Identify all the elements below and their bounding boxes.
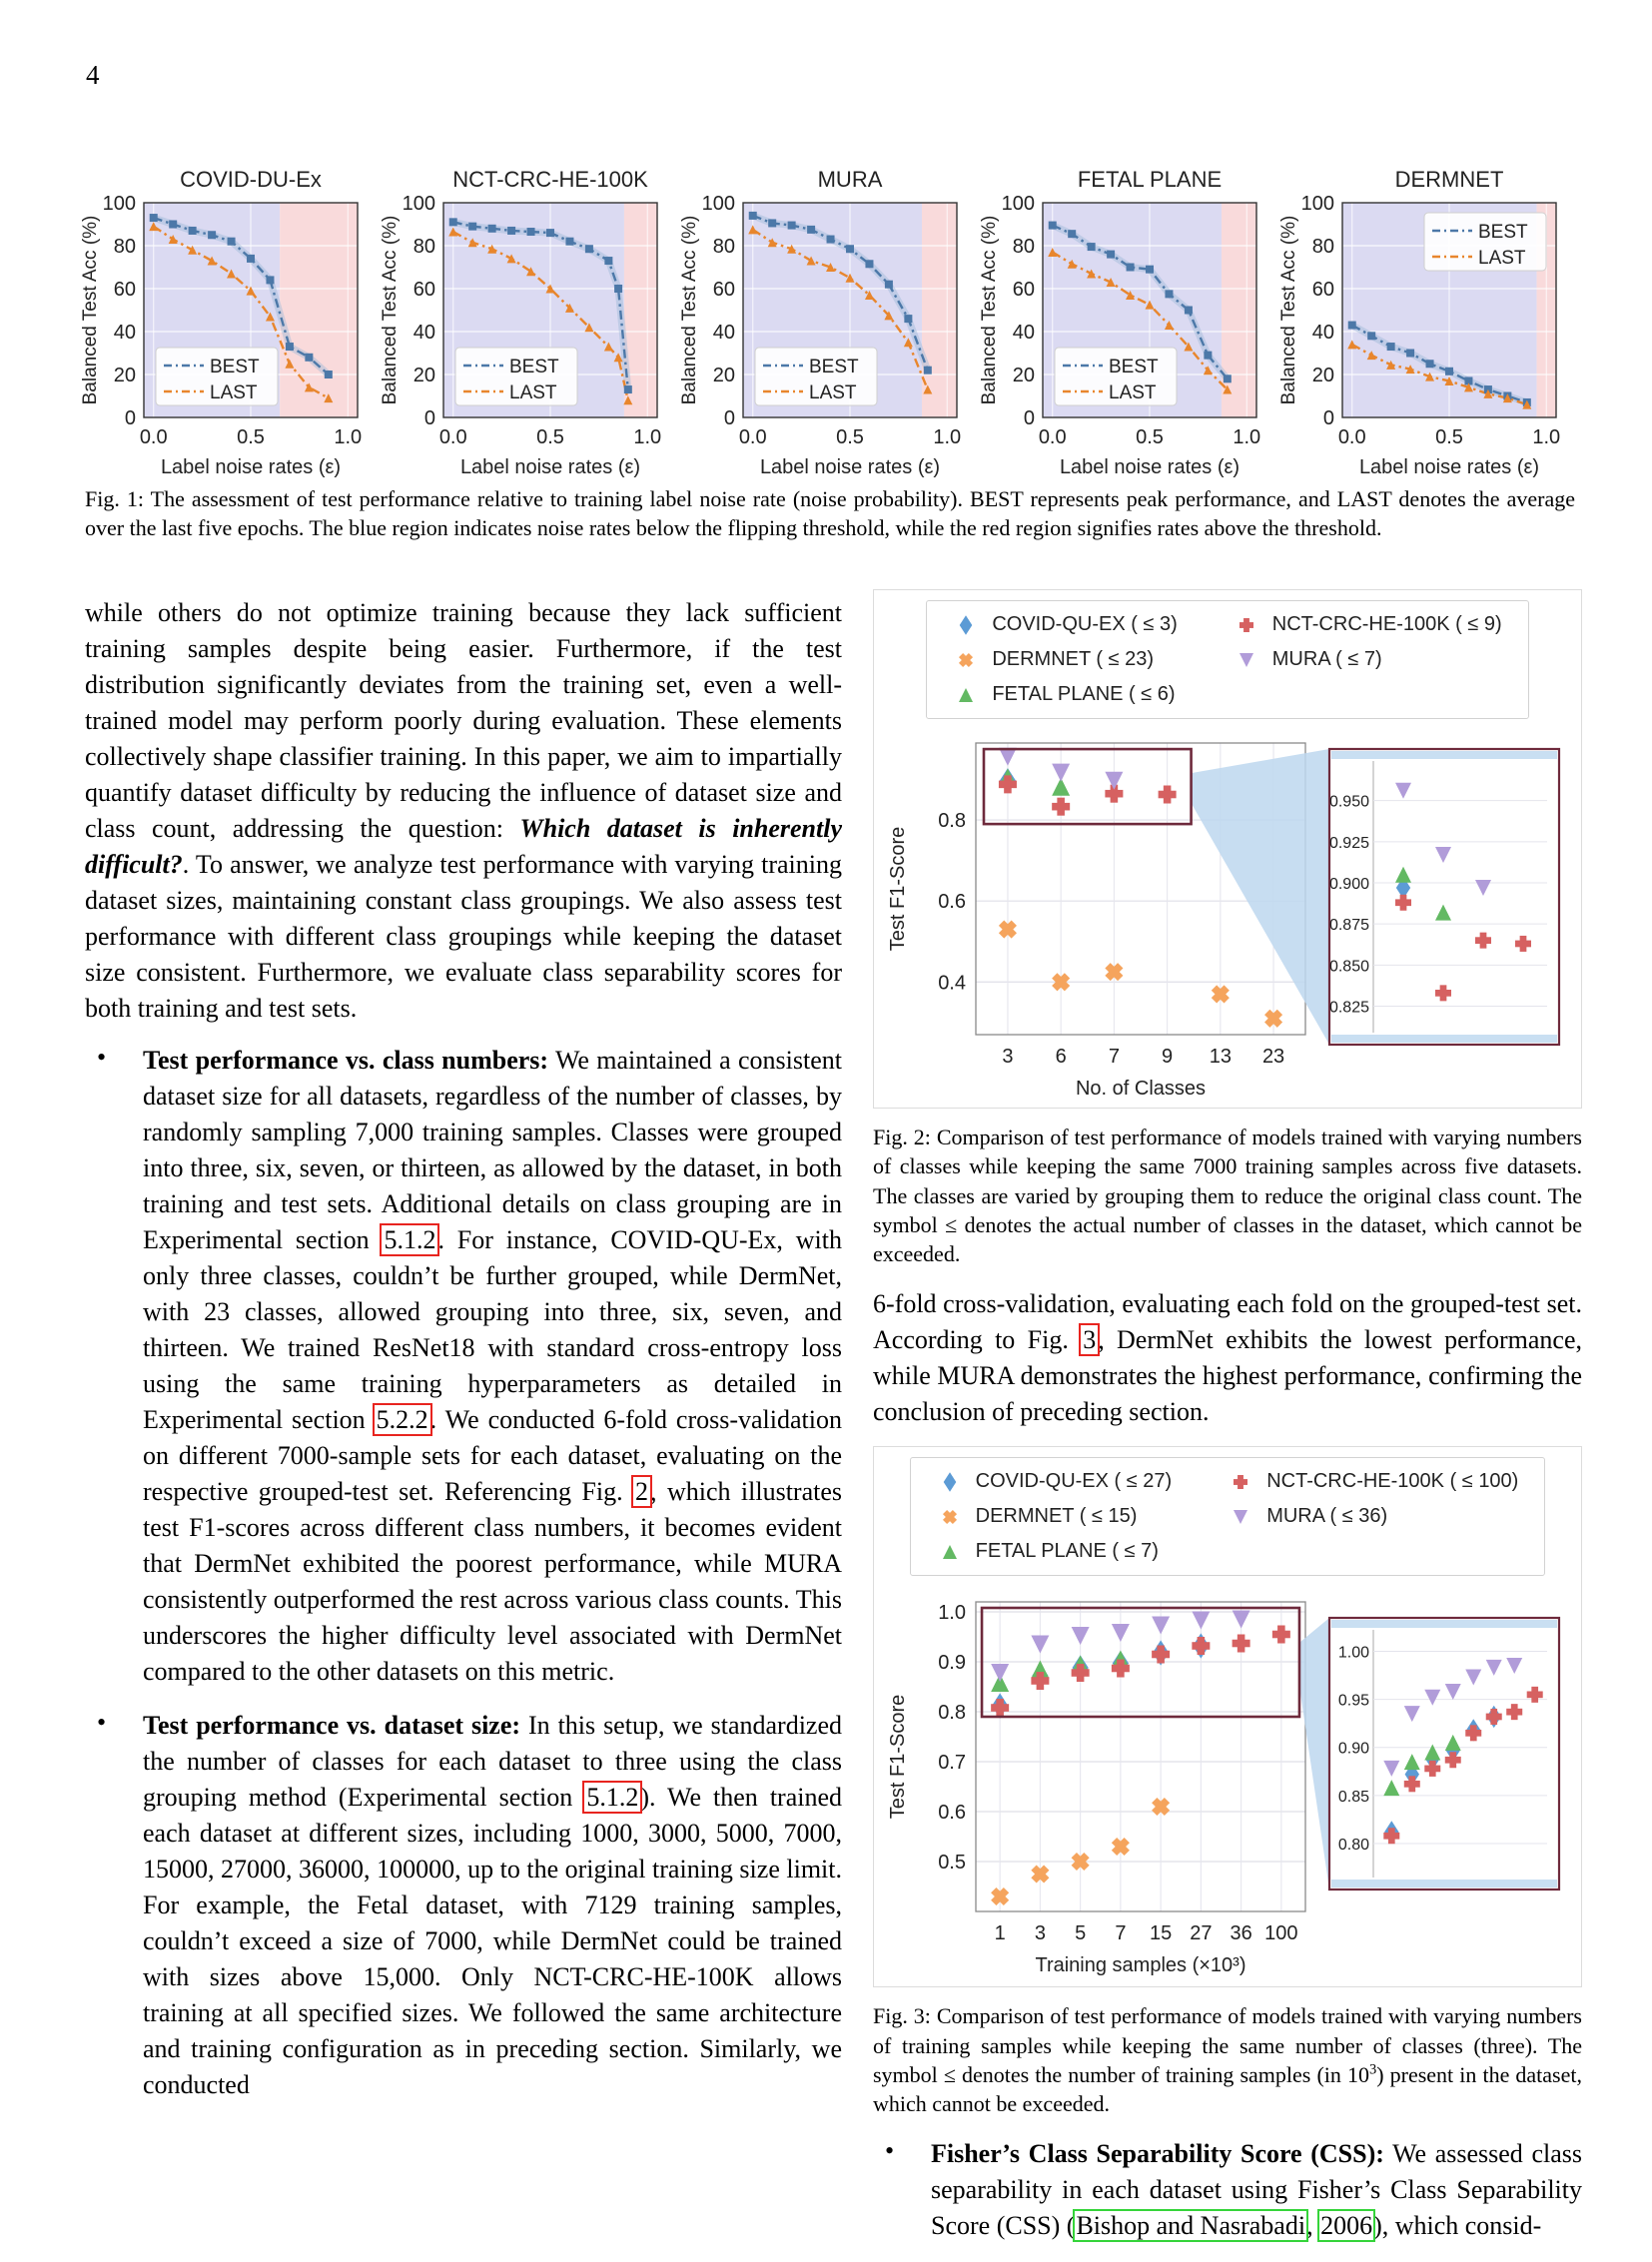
text-segment: ) present in the dataset, which cannot be exceeded. xyxy=(873,2061,1582,2116)
text-segment: Test performance vs. class numbers: xyxy=(143,1046,549,1075)
bullet-marker: • xyxy=(97,1708,107,1737)
plus-marker-icon xyxy=(1234,614,1259,636)
text-segment: Fig. 1: The assessment of test performance relative to training label noise rate (noise probability). BEST represents peak performance, and LAST denotes the average over the last five epochs. The blue region indicates noise rates below the flipping threshold, while the red region signifies rates above the threshold. xyxy=(85,486,1575,541)
fig1-panel-nct-crc-he-100k xyxy=(378,148,677,477)
legend-column xyxy=(953,613,1177,706)
svg-text:60: 60 xyxy=(712,279,735,301)
legend-label: COVID-QU-EX ( ≤ 3) xyxy=(992,613,1178,635)
figure-1-caption xyxy=(85,484,1575,543)
text-segment: 3 xyxy=(1368,2061,1377,2078)
diamond-marker-icon xyxy=(953,614,979,636)
legend-column xyxy=(1234,613,1502,706)
svg-text:Test F1-Score: Test F1-Score xyxy=(887,826,909,952)
svg-text:LAST: LAST xyxy=(1478,248,1526,269)
svg-text:40: 40 xyxy=(1311,322,1334,344)
text-segment: . To answer, we analyze test performance with varying training dataset sizes, maintaining constant class groupings. We also assess test performance with different class groupings while keeping the dataset size consistent. Furthermore, we evaluate class separability scores for both training and test sets. xyxy=(85,850,842,1023)
svg-text:40: 40 xyxy=(413,322,435,344)
text-segment: . We conducted 6-fold cross-validation on different 7000-sample sets for each dataset, evaluating on the respective grouped-test set. Referencing Fig. xyxy=(143,1405,842,1506)
bullet-class-numbers-text xyxy=(143,1043,842,1690)
svg-text:0.0: 0.0 xyxy=(738,426,767,448)
svg-text:MURA: MURA xyxy=(817,167,883,192)
svg-text:Label noise rates (ε): Label noise rates (ε) xyxy=(1059,456,1240,477)
bullet-dataset-size xyxy=(85,1708,842,2103)
legend-column xyxy=(1228,1470,1518,1563)
svg-text:9: 9 xyxy=(1162,1046,1174,1068)
svg-text:60: 60 xyxy=(1012,279,1035,301)
legend-item xyxy=(937,1505,1173,1528)
svg-text:NCT-CRC-HE-100K: NCT-CRC-HE-100K xyxy=(452,167,648,192)
legend-label: MURA ( ≤ 36) xyxy=(1266,1505,1388,1528)
svg-text:BEST: BEST xyxy=(210,357,260,377)
svg-text:0.6: 0.6 xyxy=(938,891,966,914)
tri-down-marker-icon xyxy=(1234,649,1259,671)
svg-text:80: 80 xyxy=(712,236,735,258)
text-segment: 6-fold cross-validation, evaluating each fold on the grouped-test set. According to Fig. xyxy=(873,1289,1582,1355)
svg-text:0.0: 0.0 xyxy=(1337,426,1366,448)
svg-text:40: 40 xyxy=(712,322,735,344)
text-segment: Fig. 3: Comparison of test performance of models trained with varying numbers of training samples while keeping the same number of classes (three). The symbol ≤ denotes the number of training samples (in 10 xyxy=(873,2003,1582,2087)
svg-text:0: 0 xyxy=(423,407,435,429)
svg-text:Balanced Test Acc (%): Balanced Test Acc (%) xyxy=(80,215,101,405)
legend-label: NCT-CRC-HE-100K ( ≤ 100) xyxy=(1266,1470,1519,1493)
svg-text:0.90: 0.90 xyxy=(1337,1740,1369,1758)
text-segment: Bishop and Nasrabadi xyxy=(1076,2211,1306,2241)
text-segment: 5.1.2 xyxy=(384,1225,436,1254)
fig1-panel-mura xyxy=(677,148,977,477)
svg-text:20: 20 xyxy=(1012,365,1035,386)
svg-text:0.85: 0.85 xyxy=(1337,1789,1369,1807)
text-segment: while others do not optimize training because they lack sufficient training samples despite being easier. Furthermore, if the test distribution significantly deviates from the training set, even a well-trained model may perform poorly during evaluation. These elements collectively shape classifier training. In this paper, we aim to impartially quantify dataset difficulty by reducing the influence of dataset size and class count, addressing the question: xyxy=(85,598,842,843)
svg-text:80: 80 xyxy=(413,236,435,258)
svg-text:LAST: LAST xyxy=(809,382,857,403)
svg-text:0.5: 0.5 xyxy=(237,426,265,448)
svg-text:6: 6 xyxy=(1055,1046,1067,1068)
svg-text:0.9: 0.9 xyxy=(938,1652,966,1675)
text-segment: Fig. 2: Comparison of test performance of models trained with varying numbers of classes while keeping the same 7000 training samples across five datasets. The classes are varied by grouping them to reduce the original class count. The symbol ≤ denotes the actual number of classes in the dataset, which cannot be exceeded. xyxy=(873,1125,1582,1266)
x-marker-icon xyxy=(937,1506,963,1528)
text-segment: ). We then trained each dataset at different sizes, including 1000, 3000, 5000, 7000, 15000, 27000, 36000, 100000, up to the original training size limit. For example, the Fetal dataset, with 7129 training samples, couldn’t exceed a size of 7000, while DermNet could be trained with sizes above 15,000. Only NCT-CRC-HE-100K allows training at all specified sizes. We followed the same architecture and training configuration as in preceding section. Similarly, we conducted xyxy=(143,1783,843,2099)
svg-text:Balanced Test Acc (%): Balanced Test Acc (%) xyxy=(679,215,700,405)
tri-up-marker-icon xyxy=(953,684,979,706)
svg-text:0.5: 0.5 xyxy=(836,426,864,448)
svg-text:0.925: 0.925 xyxy=(1328,834,1369,852)
svg-text:0.0: 0.0 xyxy=(438,426,467,448)
svg-text:40: 40 xyxy=(1012,322,1035,344)
legend-item xyxy=(937,1470,1173,1493)
legend-label: DERMNET ( ≤ 15) xyxy=(975,1505,1138,1528)
right-paragraph-1 xyxy=(873,1286,1582,1430)
fig1-panel-covid-du-ex xyxy=(78,148,378,477)
text-segment: , DermNet exhibits the lowest performance, while MURA demonstrates the highest performance, confirming the conclusion of preceding section. xyxy=(873,1325,1582,1427)
text-segment: 5.1.2 xyxy=(586,1783,639,1812)
text-segment: , which illustrates test F1-scores across different class numbers, it becomes evident that DermNet exhibited the poorest performance, while MURA consistently outperformed the rest across various class counts. This underscores the higher difficulty level associated with DermNet compared to the other datasets on this metric. xyxy=(143,1477,842,1686)
svg-text:0.6: 0.6 xyxy=(938,1802,966,1825)
svg-text:0: 0 xyxy=(1023,407,1035,429)
text-segment: 2 xyxy=(635,1477,649,1506)
svg-text:60: 60 xyxy=(413,279,435,301)
svg-text:40: 40 xyxy=(113,322,136,344)
figure-3-legend xyxy=(910,1457,1546,1576)
legend-label: FETAL PLANE ( ≤ 7) xyxy=(975,1540,1159,1563)
legend-label: COVID-QU-EX ( ≤ 27) xyxy=(975,1470,1173,1493)
svg-text:FETAL PLANE: FETAL PLANE xyxy=(1077,167,1223,192)
svg-text:7: 7 xyxy=(1115,1922,1127,1945)
svg-text:0.900: 0.900 xyxy=(1328,876,1369,893)
svg-text:0.7: 0.7 xyxy=(938,1752,966,1775)
svg-text:20: 20 xyxy=(1311,365,1334,386)
text-segment: Test performance vs. dataset size: xyxy=(143,1711,521,1740)
svg-text:1.00: 1.00 xyxy=(1337,1644,1369,1662)
svg-text:5: 5 xyxy=(1075,1922,1087,1945)
text-segment: In this setup, we standardized the number of classes for each dataset to three using the class grouping method (Experimental section xyxy=(143,1711,843,1812)
bullet-class-numbers xyxy=(85,1043,842,1690)
svg-text:0: 0 xyxy=(124,407,136,429)
figure-2 xyxy=(873,589,1582,1109)
svg-text:7: 7 xyxy=(1108,1046,1120,1068)
svg-text:Label noise rates (ε): Label noise rates (ε) xyxy=(1358,456,1540,477)
svg-text:1.0: 1.0 xyxy=(633,426,662,448)
legend-label: MURA ( ≤ 7) xyxy=(1271,648,1382,670)
legend-label: FETAL PLANE ( ≤ 6) xyxy=(992,683,1176,705)
legend-item xyxy=(937,1540,1173,1563)
svg-text:36: 36 xyxy=(1230,1922,1252,1945)
text-segment: . For instance, COVID-QU-Ex, with only three classes, couldn’t be further grouped, while DermNet, with 23 classes, allowed grouping into three, six, seven, and thirteen. We trained ResNet18 with standard cross-entropy loss using the same training hyperparameters as detailed in Experimental section xyxy=(143,1225,843,1434)
right-column xyxy=(873,589,1582,2262)
svg-text:0: 0 xyxy=(723,407,735,429)
svg-text:3: 3 xyxy=(1034,1922,1046,1945)
figure-3-caption xyxy=(873,2001,1582,2118)
legend-item xyxy=(1234,613,1502,636)
legend-item xyxy=(1228,1505,1518,1528)
svg-text:Balanced Test Acc (%): Balanced Test Acc (%) xyxy=(979,215,1000,405)
svg-text:1.0: 1.0 xyxy=(334,426,363,448)
svg-text:0.825: 0.825 xyxy=(1328,999,1369,1017)
legend-column xyxy=(937,1470,1173,1563)
svg-text:20: 20 xyxy=(113,365,136,386)
svg-text:100: 100 xyxy=(701,193,735,215)
page-number: 4 xyxy=(86,60,100,90)
svg-text:LAST: LAST xyxy=(210,382,258,403)
svg-text:100: 100 xyxy=(102,193,136,215)
tri-up-marker-icon xyxy=(937,1541,963,1563)
diamond-marker-icon xyxy=(937,1471,963,1493)
text-segment: Which dataset is inherently difficult? xyxy=(85,814,842,879)
svg-text:0.950: 0.950 xyxy=(1328,793,1369,811)
svg-text:BEST: BEST xyxy=(809,357,859,377)
fig1-panel-dermnet xyxy=(1276,148,1576,477)
svg-text:0.8: 0.8 xyxy=(938,1702,966,1725)
svg-text:1.0: 1.0 xyxy=(1233,426,1261,448)
svg-text:LAST: LAST xyxy=(1109,382,1157,403)
svg-text:0.5: 0.5 xyxy=(938,1852,966,1875)
figure-2-caption xyxy=(873,1123,1582,1268)
svg-text:BEST: BEST xyxy=(1109,357,1159,377)
svg-text:LAST: LAST xyxy=(509,382,557,403)
text-segment: We assessed class separability in each dataset using Fisher’s Class Separability Score (CSS) ( xyxy=(931,2139,1582,2241)
text-segment: Fisher’s Class Separability Score (CSS): xyxy=(931,2139,1384,2169)
plus-marker-icon xyxy=(1228,1471,1253,1493)
svg-text:1: 1 xyxy=(994,1922,1006,1945)
legend-item xyxy=(953,648,1177,671)
svg-text:100: 100 xyxy=(402,193,435,215)
svg-text:0.875: 0.875 xyxy=(1328,917,1369,935)
bullet-marker: • xyxy=(97,1043,107,1072)
svg-text:0: 0 xyxy=(1322,407,1334,429)
text-segment: 3 xyxy=(1083,1325,1097,1355)
legend-item xyxy=(1234,648,1502,671)
figure-3 xyxy=(873,1446,1582,1987)
legend-item xyxy=(953,683,1177,706)
svg-text:Balanced Test Acc (%): Balanced Test Acc (%) xyxy=(1278,215,1299,405)
text-segment: 5.2.2 xyxy=(376,1405,428,1434)
svg-text:0.8: 0.8 xyxy=(938,810,966,833)
svg-text:0.5: 0.5 xyxy=(1136,426,1164,448)
bullet-dataset-size-text xyxy=(143,1708,842,2103)
left-column xyxy=(85,595,842,2121)
svg-text:100: 100 xyxy=(1264,1922,1298,1945)
figure-1 xyxy=(78,148,1578,477)
svg-text:0.95: 0.95 xyxy=(1337,1692,1369,1710)
svg-text:60: 60 xyxy=(113,279,136,301)
text-segment: 2006 xyxy=(1320,2211,1373,2241)
svg-text:20: 20 xyxy=(712,365,735,386)
svg-text:60: 60 xyxy=(1311,279,1334,301)
svg-text:0.5: 0.5 xyxy=(1435,426,1463,448)
bullet-fisher-css-text xyxy=(931,2136,1582,2244)
svg-text:20: 20 xyxy=(413,365,435,386)
svg-text:0.850: 0.850 xyxy=(1328,958,1369,976)
svg-text:80: 80 xyxy=(113,236,136,258)
svg-text:80: 80 xyxy=(1311,236,1334,258)
svg-text:DERMNET: DERMNET xyxy=(1394,167,1504,192)
legend-item xyxy=(953,613,1177,636)
svg-text:Label noise rates (ε): Label noise rates (ε) xyxy=(459,456,641,477)
svg-text:27: 27 xyxy=(1190,1922,1213,1945)
svg-text:0.80: 0.80 xyxy=(1337,1837,1369,1855)
text-segment: We maintained a consistent dataset size for all datasets, regardless of the number of classes, by randomly sampling 7,000 training samples. Classes were grouped into three, six, seven, or thirteen, as allowed by the dataset, in both training and test sets. Additional details on class grouping are in Experimental section xyxy=(143,1046,842,1254)
svg-text:Test F1-Score: Test F1-Score xyxy=(887,1695,909,1820)
bullet-marker: • xyxy=(885,2136,895,2166)
svg-text:Balanced Test Acc (%): Balanced Test Acc (%) xyxy=(380,215,401,405)
fig2-plot-svg xyxy=(878,731,1573,1101)
svg-text:0.4: 0.4 xyxy=(938,972,966,995)
text-segment: , xyxy=(1306,2211,1320,2241)
svg-text:1.0: 1.0 xyxy=(933,426,962,448)
svg-text:Training samples (×10³): Training samples (×10³) xyxy=(1035,1954,1246,1977)
left-paragraph-1 xyxy=(85,595,842,1027)
svg-text:BEST: BEST xyxy=(1478,222,1528,243)
figure-2-plot xyxy=(878,731,1577,1106)
bullet-fisher-css xyxy=(873,2136,1582,2244)
tri-down-marker-icon xyxy=(1228,1506,1253,1528)
svg-text:0.0: 0.0 xyxy=(139,426,168,448)
fig1-panel-fetal-plane xyxy=(977,148,1276,477)
legend-label: NCT-CRC-HE-100K ( ≤ 9) xyxy=(1271,613,1502,635)
svg-text:100: 100 xyxy=(1300,193,1334,215)
svg-text:15: 15 xyxy=(1149,1922,1173,1945)
svg-text:23: 23 xyxy=(1261,1046,1285,1068)
svg-text:0.5: 0.5 xyxy=(536,426,564,448)
svg-text:13: 13 xyxy=(1209,1046,1232,1068)
svg-text:1.0: 1.0 xyxy=(938,1602,966,1625)
figure-3-plot xyxy=(878,1588,1577,1984)
legend-item xyxy=(1228,1470,1518,1493)
svg-text:100: 100 xyxy=(1001,193,1035,215)
text-segment: ), which consid- xyxy=(1373,2211,1542,2241)
svg-text:BEST: BEST xyxy=(509,357,559,377)
x-marker-icon xyxy=(953,649,979,671)
svg-text:Label noise rates (ε): Label noise rates (ε) xyxy=(759,456,941,477)
svg-text:1.0: 1.0 xyxy=(1532,426,1561,448)
fig3-plot-svg xyxy=(878,1588,1573,1979)
svg-text:0.0: 0.0 xyxy=(1038,426,1067,448)
svg-text:80: 80 xyxy=(1012,236,1035,258)
legend-label: DERMNET ( ≤ 23) xyxy=(992,648,1155,670)
figure-2-legend xyxy=(926,600,1528,719)
svg-text:No. of Classes: No. of Classes xyxy=(1075,1078,1207,1100)
svg-text:3: 3 xyxy=(1002,1046,1014,1068)
svg-text:COVID-DU-Ex: COVID-DU-Ex xyxy=(180,167,322,192)
svg-text:Label noise rates (ε): Label noise rates (ε) xyxy=(160,456,342,477)
